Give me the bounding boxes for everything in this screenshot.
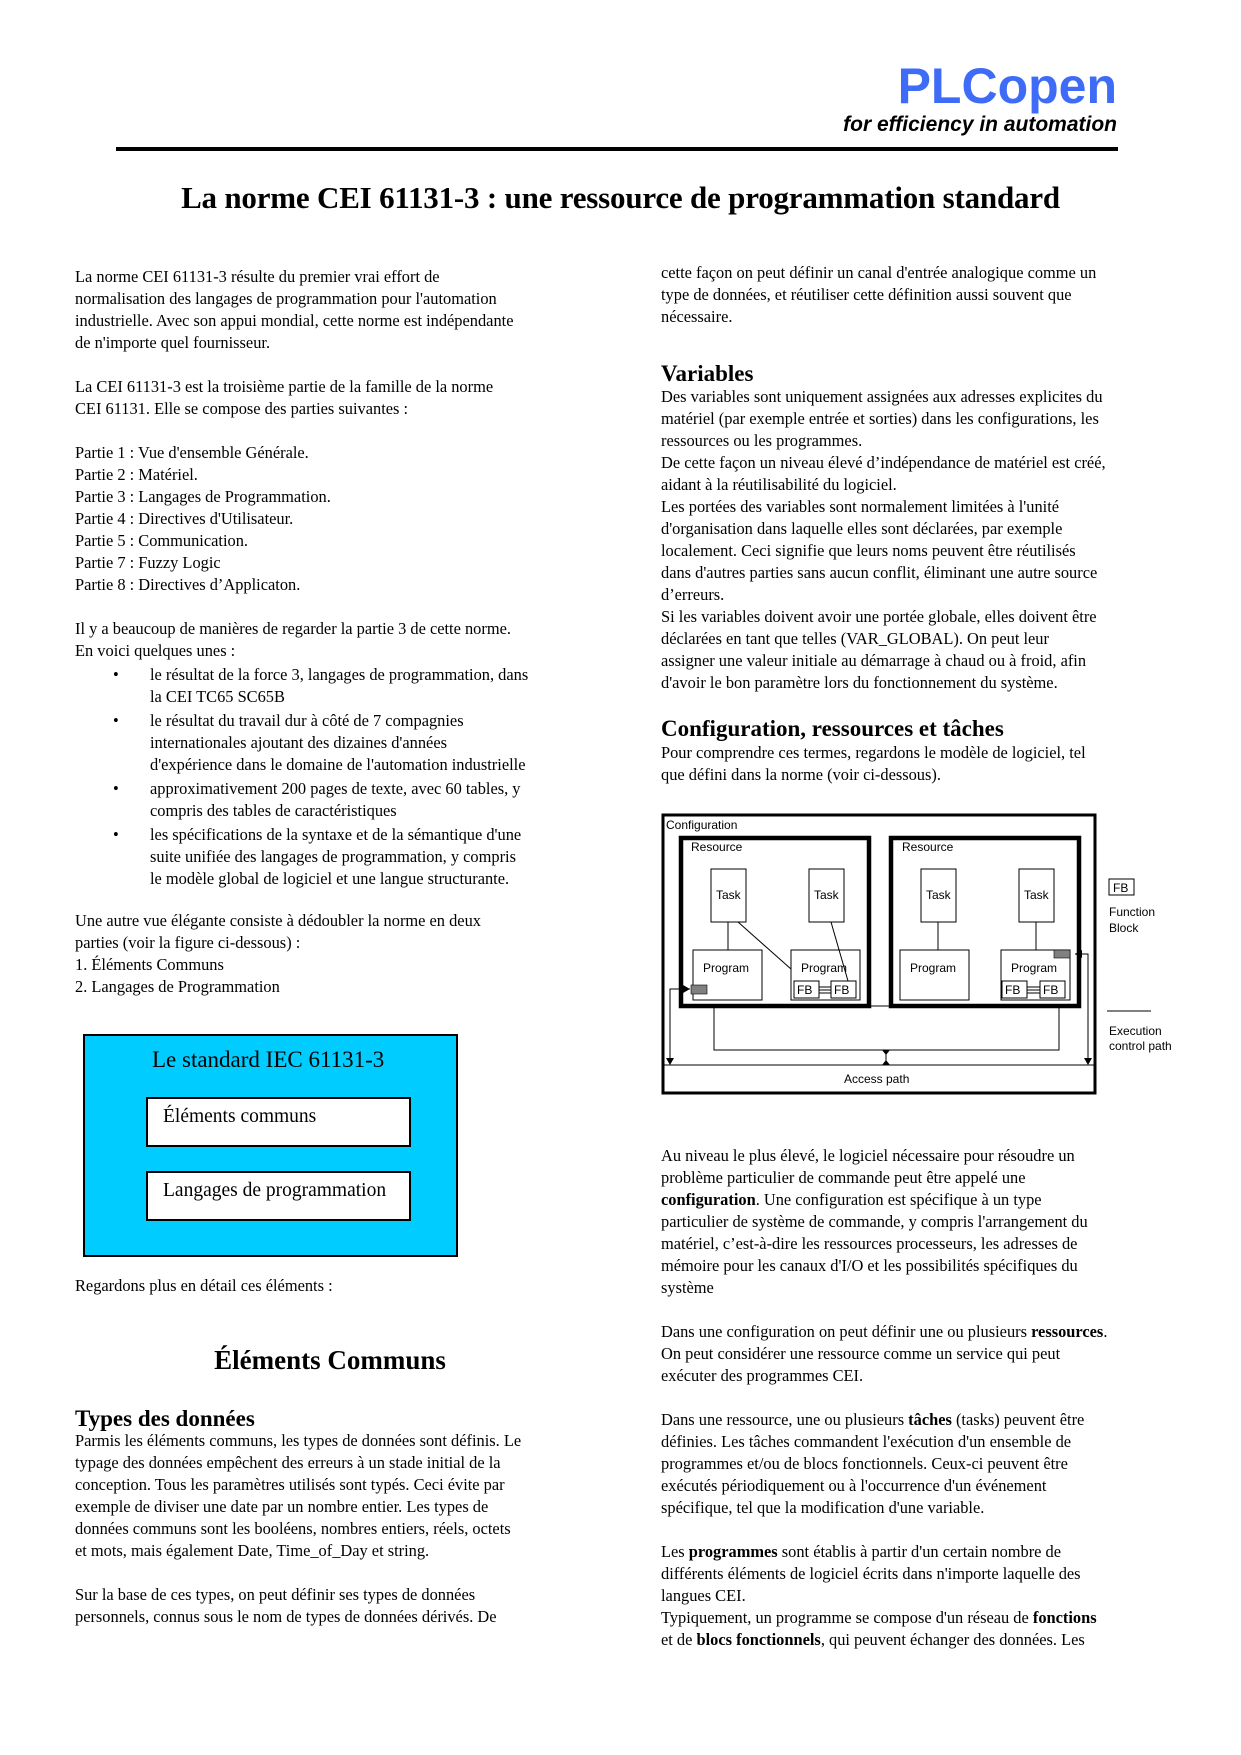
svg-text:Program: Program	[703, 961, 750, 975]
configuration-box	[663, 815, 1095, 1093]
page-title: La norme CEI 61131-3 : une ressource de programmation standard	[181, 180, 1060, 215]
bullet-item: • les spécifications de la syntaxe et de la sémantique d'une suite unifiée des langages de programmation, y compris le modèle global de logiciel et une langue structurante.	[113, 825, 522, 888]
part-item: Partie 5 : Communication.	[75, 531, 248, 550]
svg-text:FB: FB	[834, 983, 850, 997]
svg-text:Execution: Execution	[1109, 1024, 1162, 1038]
svg-text:FB: FB	[797, 983, 813, 997]
bullet-icon: •	[113, 779, 119, 798]
program-box	[900, 950, 969, 1000]
configuration-paragraph: Au niveau le plus élevé, le logiciel nécessaire pour résoudre un problème particulier de commande peut être appelé une configuration. Une configuration est spécifique à un type particulier de système de commande, y compris l'arrangement du matériel, c’est-à-dire les ressources processeurs, les adresses de mémoire pour les canaux d'I/O et les possibilités spécifiques du système	[661, 1146, 1088, 1297]
views-intro: Il y a beaucoup de manières de regarder la partie 3 de cette norme. En voici quelques unes :	[75, 619, 511, 660]
svg-text:Program: Program	[910, 961, 957, 975]
svg-text:Program: Program	[801, 961, 848, 975]
derived-types-paragraph: Sur la base de ces types, on peut définir ses types de données personnels, connus sous le nom de types de données dérivés. De	[75, 1585, 497, 1626]
bullet-item: • le résultat du travail dur à côté de 7 compagnies internationales ajoutant des dizaines d'années d'expérience dans le domaine de l'automation industrielle	[113, 711, 526, 774]
bullet-item: • approximativement 200 pages de texte, avec 60 tables, y compris des tables de caractéristiques	[113, 779, 521, 820]
svg-text:FB: FB	[1005, 983, 1021, 997]
bullet-icon: •	[113, 825, 119, 844]
svg-text:FB: FB	[1113, 881, 1129, 895]
svg-text:control path: control path	[1109, 1039, 1172, 1053]
program-port	[691, 985, 707, 994]
bullet-icon: •	[113, 665, 119, 684]
part-item: Partie 7 : Fuzzy Logic	[75, 553, 221, 572]
intro-paragraph-2: La CEI 61131-3 est la troisième partie de la famille de la norme CEI 61131. Elle se compose des parties suivantes :	[75, 377, 494, 418]
tasks-paragraph: Dans une ressource, une ou plusieurs tâches (tasks) peuvent être définies. Les tâches commandent l'exécution d'un ensemble de programmes et/ou de blocs fonctionnels. Ceux-ci peuvent être exécutés périodiquement ou à l'occurrence d'un événement spécifique, tel que la modification d'une variable.	[661, 1410, 1085, 1517]
derived-types-continuation: cette façon on peut définir un canal d'entrée analogique comme un type de données, et réutiliser cette définition aussi souvent que nécessaire.	[661, 263, 1097, 326]
svg-text:Configuration: Configuration	[666, 818, 738, 832]
svg-text:Block: Block	[1109, 921, 1139, 935]
configuration-paragraphs	[661, 1145, 1201, 1651]
program-port	[1054, 950, 1070, 958]
part-item: Partie 3 : Langages de Programmation.	[75, 487, 331, 506]
configuration-intro: Pour comprendre ces termes, regardons le modèle de logiciel, tel que défini dans la norme (voir ci-dessous).	[661, 743, 1086, 784]
svg-text:Task: Task	[1024, 888, 1049, 902]
logo-tagline: for efficiency in automation	[843, 113, 1117, 136]
svg-text:Resource: Resource	[691, 840, 743, 854]
svg-text:Resource: Resource	[902, 840, 954, 854]
svg-text:Task: Task	[716, 888, 741, 902]
figure-title: Le standard IEC 61131-3	[152, 1047, 385, 1072]
svg-text:Function: Function	[1109, 905, 1156, 919]
svg-text:Task: Task	[926, 888, 951, 902]
data-types-paragraph: Parmis les éléments communs, les types de données sont définis. Le typage des données empêchent des erreurs à un stade initial de la conception. Tous les paramètres utilisés sont typés. Ceci évite par exemple de diviser une date par un nombre entier. Les types de données communs sont les booléens, nombres entiers, réels, octets et mots, mais également Date, Time_of_Day et string.	[75, 1431, 522, 1560]
variables-paragraph: Des variables sont uniquement assignées aux adresses explicites du matériel (par exemple entrée et sorties) dans les configurations, les ressources ou les programmes. De cette façon un niveau élevé d’indépendance de matériel est créé, aidant à la réutilisabilité du logiciel. Les portées des variables sont normalement limitées à l'unité d'organisation dans laquelle elles sont déclarées, par exemple localement. Ceci signifie que leurs noms peuvent être réutilisés dans d'autres parties sans aucun conflit, éliminant une autre source d’erreurs. Si les variables doivent avoir une portée globale, elles doivent être déclarées en tant que telles (VAR_GLOBAL). On peut leur assigner une valeur initiale au démarrage à chaud ou à froid, afin d'avoir le bon paramètre lors du fonctionnement du système.	[661, 387, 1106, 692]
svg-text:FB: FB	[1043, 983, 1059, 997]
part-item: Partie 4 : Directives d'Utilisateur.	[75, 509, 294, 528]
part-item: Partie 8 : Directives d’Applicaton.	[75, 575, 301, 594]
bullet-item: • le résultat de la force 3, langages de programmation, dans la CEI TC65 SC65B	[113, 665, 529, 706]
logo-name: PLCopen	[897, 58, 1117, 114]
part-item: Partie 1 : Vue d'ensemble Générale.	[75, 443, 309, 462]
svg-text:Access path: Access path	[844, 1072, 910, 1086]
section-title-common-elements: Éléments Communs	[214, 1345, 446, 1375]
bullet-icon: •	[113, 711, 119, 730]
heading-variables: Variables	[661, 361, 754, 386]
resources-paragraph: Dans une configuration on peut définir une ou plusieurs ressources. On peut considérer une ressource comme un service qui peut exécuter des programmes CEI.	[661, 1322, 1108, 1385]
common-elements-box: Éléments communs	[146, 1097, 411, 1147]
part-item: Partie 2 : Matériel.	[75, 465, 198, 484]
heading-configuration: Configuration, ressources et tâches	[661, 716, 1004, 741]
split-intro: Une autre vue élégante consiste à dédoubler la norme en deux parties (voir la figure ci-dessous) : 1. Éléments Communs 2. Langages de Programmation	[75, 911, 481, 996]
svg-text:Program: Program	[1011, 961, 1058, 975]
heading-data-types: Types des données	[75, 1406, 255, 1431]
svg-text:Task: Task	[814, 888, 839, 902]
programs-paragraph: Les programmes sont établis à partir d'un certain nombre de différents éléments de logiciel écrits dans n'importe laquelle des langues CEI. Typiquement, un programme se compose d'un réseau de fonctions et de blocs fonctionnels, qui peuvent échanger des données. Les	[661, 1542, 1097, 1649]
intro-paragraph-1: La norme CEI 61131-3 résulte du premier vrai effort de normalisation des langages de programmation pour l'automation industrielle. Avec son appui mondial, cette norme est indépendante de n'importe quel fournisseur.	[75, 267, 514, 352]
detail-line: Regardons plus en détail ces éléments :	[75, 1276, 333, 1295]
programming-languages-box: Langages de programmation	[146, 1171, 411, 1221]
